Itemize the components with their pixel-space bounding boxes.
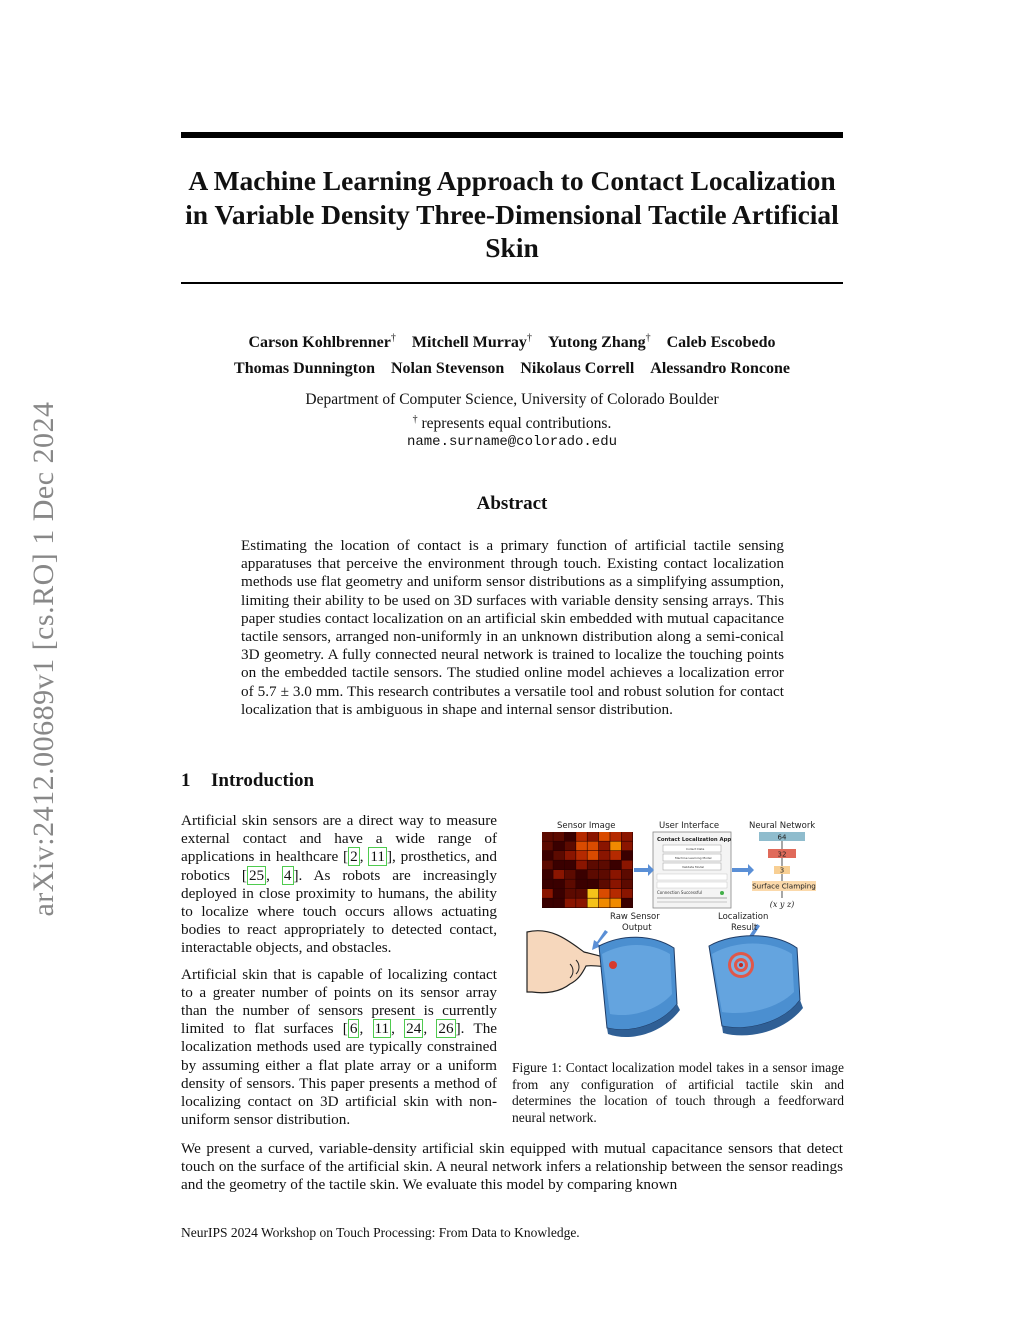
heatmap-cell [588,861,599,870]
heatmap-cell [553,889,564,898]
heatmap-cell [553,870,564,879]
heatmap-cell [622,861,633,870]
author: Nolan Stevenson [390,360,505,378]
heatmap-cell [576,870,587,879]
heatmap-cell [588,889,599,898]
figure-label-result: Result [731,923,758,933]
heatmap-cell [542,899,553,908]
heatmap-cell [622,851,633,860]
intro-left-column [181,812,497,1137]
title-bottom-rule [181,282,843,284]
heatmap-cell [565,842,576,851]
page-footer: NeurIPS 2024 Workshop on Touch Processing: From Data to Knowledge. [181,1225,580,1240]
heatmap-cell [542,832,553,841]
author: Mitchell Murray† [411,333,532,352]
heatmap-cell [565,861,576,870]
heatmap-cell [565,851,576,860]
heatmap-cell [599,870,610,879]
heatmap-cell [565,899,576,908]
author: Alessandro Roncone [650,360,790,378]
heatmap-cell [610,842,621,851]
figure-label-output: Output [622,923,652,933]
xyz-output-label: (x y z) [769,900,795,909]
heatmap-cell [553,842,564,851]
heatmap-cell [610,899,621,908]
heatmap-cell [576,851,587,860]
tactile-skin-left [599,937,680,1037]
figure-label-neural-network: Neural Network [749,821,816,831]
app-button-label: Machine Learning Model [675,856,712,860]
heatmap-cell [553,861,564,870]
equal-contribution-note: † represents equal contributions. [412,413,612,432]
contact-target-icon [728,952,754,978]
heatmap-cell [599,880,610,889]
citation-link[interactable]: 11 [374,1020,390,1038]
citation-link[interactable]: 25 [248,866,265,884]
app-window [653,832,731,908]
author-list [181,326,843,382]
abstract-text: Estimating the location of contact is a primary function of artificial tactile sensing apparatuses that perceive the environment through touch. Existing contact localization methods use flat geometry and uniform sensor distributions as a simplifying assumption, limiting their ability to be used on 3D surfaces with variable density sensing arrays. This paper studies contact localization on an artificial skin embedded with mutual capacitance tactile sensors, arranged non-uniformly in an unknown distribution along a semi-conical 3D geometry. A fully connected neural network is trained to localize the touching points on the embedded tactile sensors. The studied online model achieves a localization error of 5.7 ± 3.0 mm. This research contributes a versatile tool and robust solution for contact localization that is ambiguous in shape and internal sensor distribution. [241,537,784,718]
heatmap-cell [576,899,587,908]
intro-paragraph-3: We present a curved, variable-density artificial skin equipped with mutual capacitance sensors that detect touch on the surface of the artificial skin. A neural network infers a relationship between the sensor readings and the geometry of the tactile skin. We evaluate this model by comparing known [181,1140,843,1194]
arxiv-identifier: arXiv:2412.00689v1 [cs.RO] 1 Dec 2024 [27,401,60,917]
heatmap-cell [599,851,610,860]
affiliation-block [181,390,843,453]
abstract-heading: Abstract [476,493,548,514]
author: Yutong Zhang† [547,333,651,352]
network-diagram [752,832,816,909]
heatmap-cell [565,889,576,898]
app-button-label: Validate Model [682,865,705,869]
section-heading-introduction: 1 Introduction [181,770,315,791]
author: Carson Kohlbrenner† [248,333,396,352]
heatmap-cell [565,870,576,879]
author: Caleb Escobedo [666,334,776,352]
heatmap-cell [542,861,553,870]
heatmap-cell [622,832,633,841]
heatmap-cell [599,861,610,870]
heatmap-cell [610,870,621,879]
heatmap-cell [588,851,599,860]
heatmap-cell [610,861,621,870]
app-button-label: Collect Data [686,847,705,851]
heatmap-cell [565,880,576,889]
heatmap-cell [622,889,633,898]
layer-size-label: 32 [777,850,787,859]
heatmap-cell [576,842,587,851]
heatmap-cell [542,842,553,851]
citation-link[interactable]: 6 [349,1020,358,1038]
title-top-rule [181,132,843,138]
heatmap-cell [588,870,599,879]
contact-email: name.surname@colorado.edu [406,434,618,451]
author: Nikolaus Correll [520,360,635,378]
tactile-skin-right [709,936,803,1036]
intro-paragraph-2: Artificial skin that is capable of localizing contact to a greater number of points on its sensor array than the number of sensors present is currently limited to flat surfaces [ 6 , 11 , 24 , 26 ]. The localization methods used are typically constrained by assuming either a flat plate array or a uniform density of sensors. This paper presents a method of localizing contact on 3D artificial skin with non-uniform sensor distribution. [181,965,498,1129]
heatmap-cell [622,899,633,908]
figure-1 [512,814,844,1060]
citation-link[interactable]: 26 [438,1020,454,1038]
heatmap-cell [576,880,587,889]
figure-caption: Figure 1: Contact localization model takes in a sensor image from any configuration of artificial tactile skin and determines the location of touch through a feedforward neural network. [512,1060,844,1125]
app-status: Connection Successful [657,890,703,895]
heatmap-cell [553,899,564,908]
citation-link[interactable]: 2 [350,848,358,866]
app-title: Contact Localization App [657,837,732,843]
heatmap-cell [553,832,564,841]
heatmap-cell [610,880,621,889]
heatmap-cell [610,889,621,898]
heatmap-cell [610,851,621,860]
heatmap-cell [599,842,610,851]
department: Department of Computer Science, University of Colorado Boulder [305,391,719,408]
heatmap-cell [576,832,587,841]
heatmap-cell [542,889,553,898]
heatmap-cell [588,842,599,851]
heatmap-cell [553,880,564,889]
heatmap-cell [542,870,553,879]
layer-size-label: 64 [777,833,787,842]
citation-link[interactable]: 11 [370,848,385,866]
heatmap-cell [588,880,599,889]
heatmap-cell [599,899,610,908]
figure-label-raw-sensor: Raw Sensor [610,912,660,922]
heatmap-cell [588,832,599,841]
figure-label-localization: Localization [718,912,769,922]
figure-label-sensor-image: Sensor Image [557,821,616,831]
intro-paragraph-1: Artificial skin sensors are a direct way to measure external contact and have a wide range of applications in healthcare [ 2 , 11 ], prosthetics, and robotics [ 25 , 4 ]. As robots are increasingly deployed in close proximity to humans, the ability to localize where touch occurs allows actuating bodies to react appropriately to detected contact, interactable objects, and obstacles. [181,812,497,957]
citation-link[interactable]: 4 [283,866,292,884]
paper-title: A Machine Learning Approach to Contact Localization in Variable Density Three-Dimensional Tactile Artificial Skin [185,165,839,263]
heatmap-cell [622,842,633,851]
author: Thomas Dunnington [234,360,375,378]
heatmap-cell [542,851,553,860]
heatmap-cell [610,832,621,841]
heatmap-cell [576,889,587,898]
layer-size-label: 3 [779,866,785,875]
sensor-heatmap [542,832,633,908]
heatmap-cell [622,880,633,889]
heatmap-cell [553,851,564,860]
heatmap-cell [622,870,633,879]
heatmap-cell [542,880,553,889]
heatmap-cell [599,889,610,898]
heatmap-cell [576,861,587,870]
surface-clamping-label: Surface Clamping [752,881,816,891]
citation-link[interactable]: 24 [406,1020,422,1038]
heatmap-cell [565,832,576,841]
heatmap-cell [599,832,610,841]
heatmap-cell [588,899,599,908]
figure-label-user-interface: User Interface [659,821,720,831]
